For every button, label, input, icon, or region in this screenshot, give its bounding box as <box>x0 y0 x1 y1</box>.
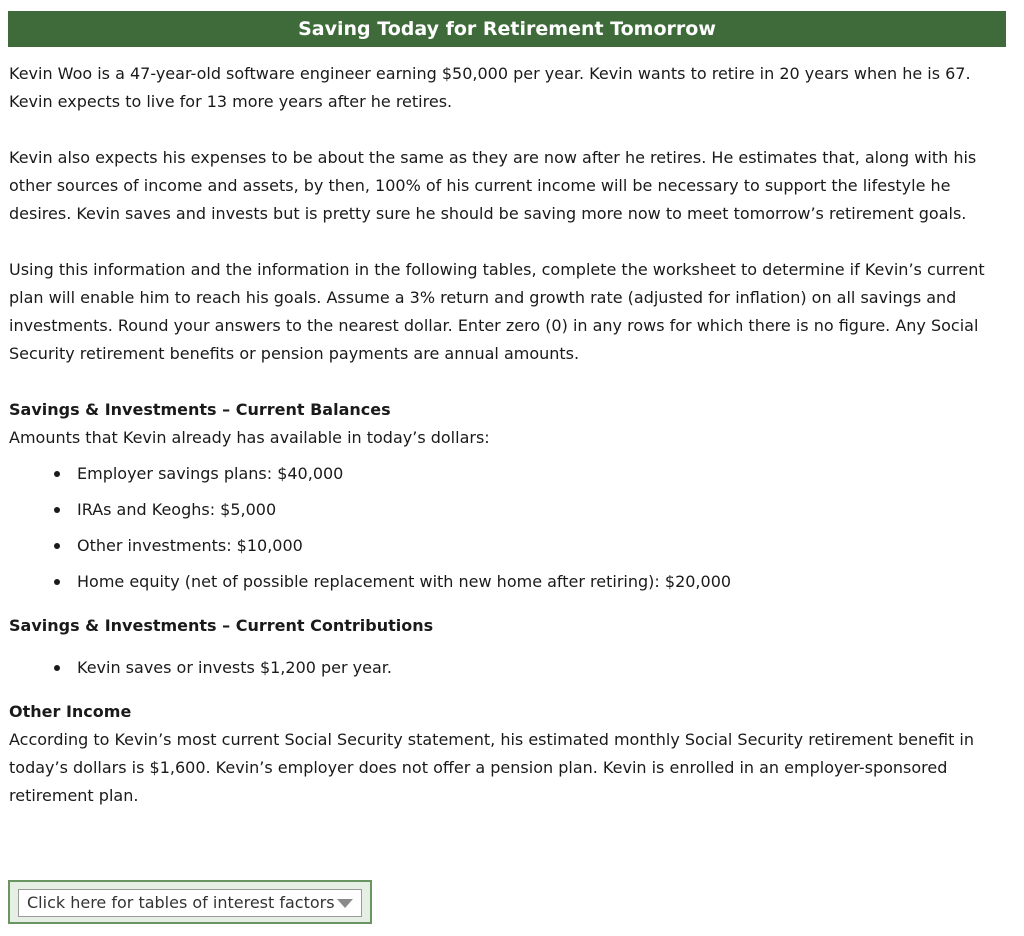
balances-heading: Savings & Investments – Current Balances <box>9 400 391 419</box>
dropdown-label: Click here for tables of interest factors <box>27 893 335 912</box>
list-item <box>9 564 1009 600</box>
bullet-icon <box>54 665 60 671</box>
balances-subtext: Amounts that Kevin already has available in today’s dollars: <box>9 428 490 447</box>
intro-paragraph-1: Kevin Woo is a 47-year-old software engineer earning $50,000 per year. Kevin wants to retire in 20 years when he is 67. Kevin expects to live for 13 more years after he retires. <box>9 64 971 111</box>
list-item <box>9 650 1009 686</box>
contributions-heading: Savings & Investments – Current Contributions <box>9 616 434 635</box>
list-item <box>9 528 1009 564</box>
balances-list <box>9 456 1009 600</box>
list-item-text: Kevin saves or invests $1,200 per year. <box>77 658 392 677</box>
intro-paragraph-2: Kevin also expects his expenses to be about the same as they are now after he retires. He estimates that, along with his other sources of income and assets, by then, 100% of his current income will be necessary to support the lifestyle he desires. Kevin saves and invests but is pretty sure he should be saving more now to meet tomorrow’s retirement goals. <box>9 148 977 223</box>
list-item-text: Other investments: $10,000 <box>77 536 303 555</box>
other-income-text: According to Kevin’s most current Social Security statement, his estimated monthly Social Security retirement benefit in today’s dollars is $1,600. Kevin’s employer does not offer a pension plan. Kevin is enrolled in an employer-sponsored retirement plan. <box>9 730 975 805</box>
list-item-text: Home equity (net of possible replacement with new home after retiring): $20,000 <box>77 572 732 591</box>
list-item <box>9 492 1009 528</box>
page-title: Saving Today for Retirement Tomorrow <box>8 11 1006 47</box>
intro-paragraph-3: Using this information and the information in the following tables, complete the worksheet to determine if Kevin’s current plan will enable him to reach his goals. Assume a 3% return and growth rate (adjusted for inflation) on all savings and investments. Round your answers to the nearest dollar. Enter zero (0) in any rows for which there is no figure. Any Social Security retirement benefits or pension payments are annual amounts. <box>9 260 985 363</box>
interest-factors-dropdown-container <box>8 880 372 924</box>
main-content <box>9 60 1009 810</box>
list-item-text: Employer savings plans: $40,000 <box>77 464 344 483</box>
bullet-icon <box>54 543 60 549</box>
bullet-icon <box>54 507 60 513</box>
bullet-icon <box>54 471 60 477</box>
chevron-down-icon[interactable] <box>337 899 353 908</box>
list-item-text: IRAs and Keoghs: $5,000 <box>77 500 277 519</box>
interest-factors-dropdown[interactable] <box>18 889 362 917</box>
bullet-icon <box>54 579 60 585</box>
contributions-list <box>9 650 1009 686</box>
list-item <box>9 456 1009 492</box>
other-income-heading: Other Income <box>9 702 132 721</box>
